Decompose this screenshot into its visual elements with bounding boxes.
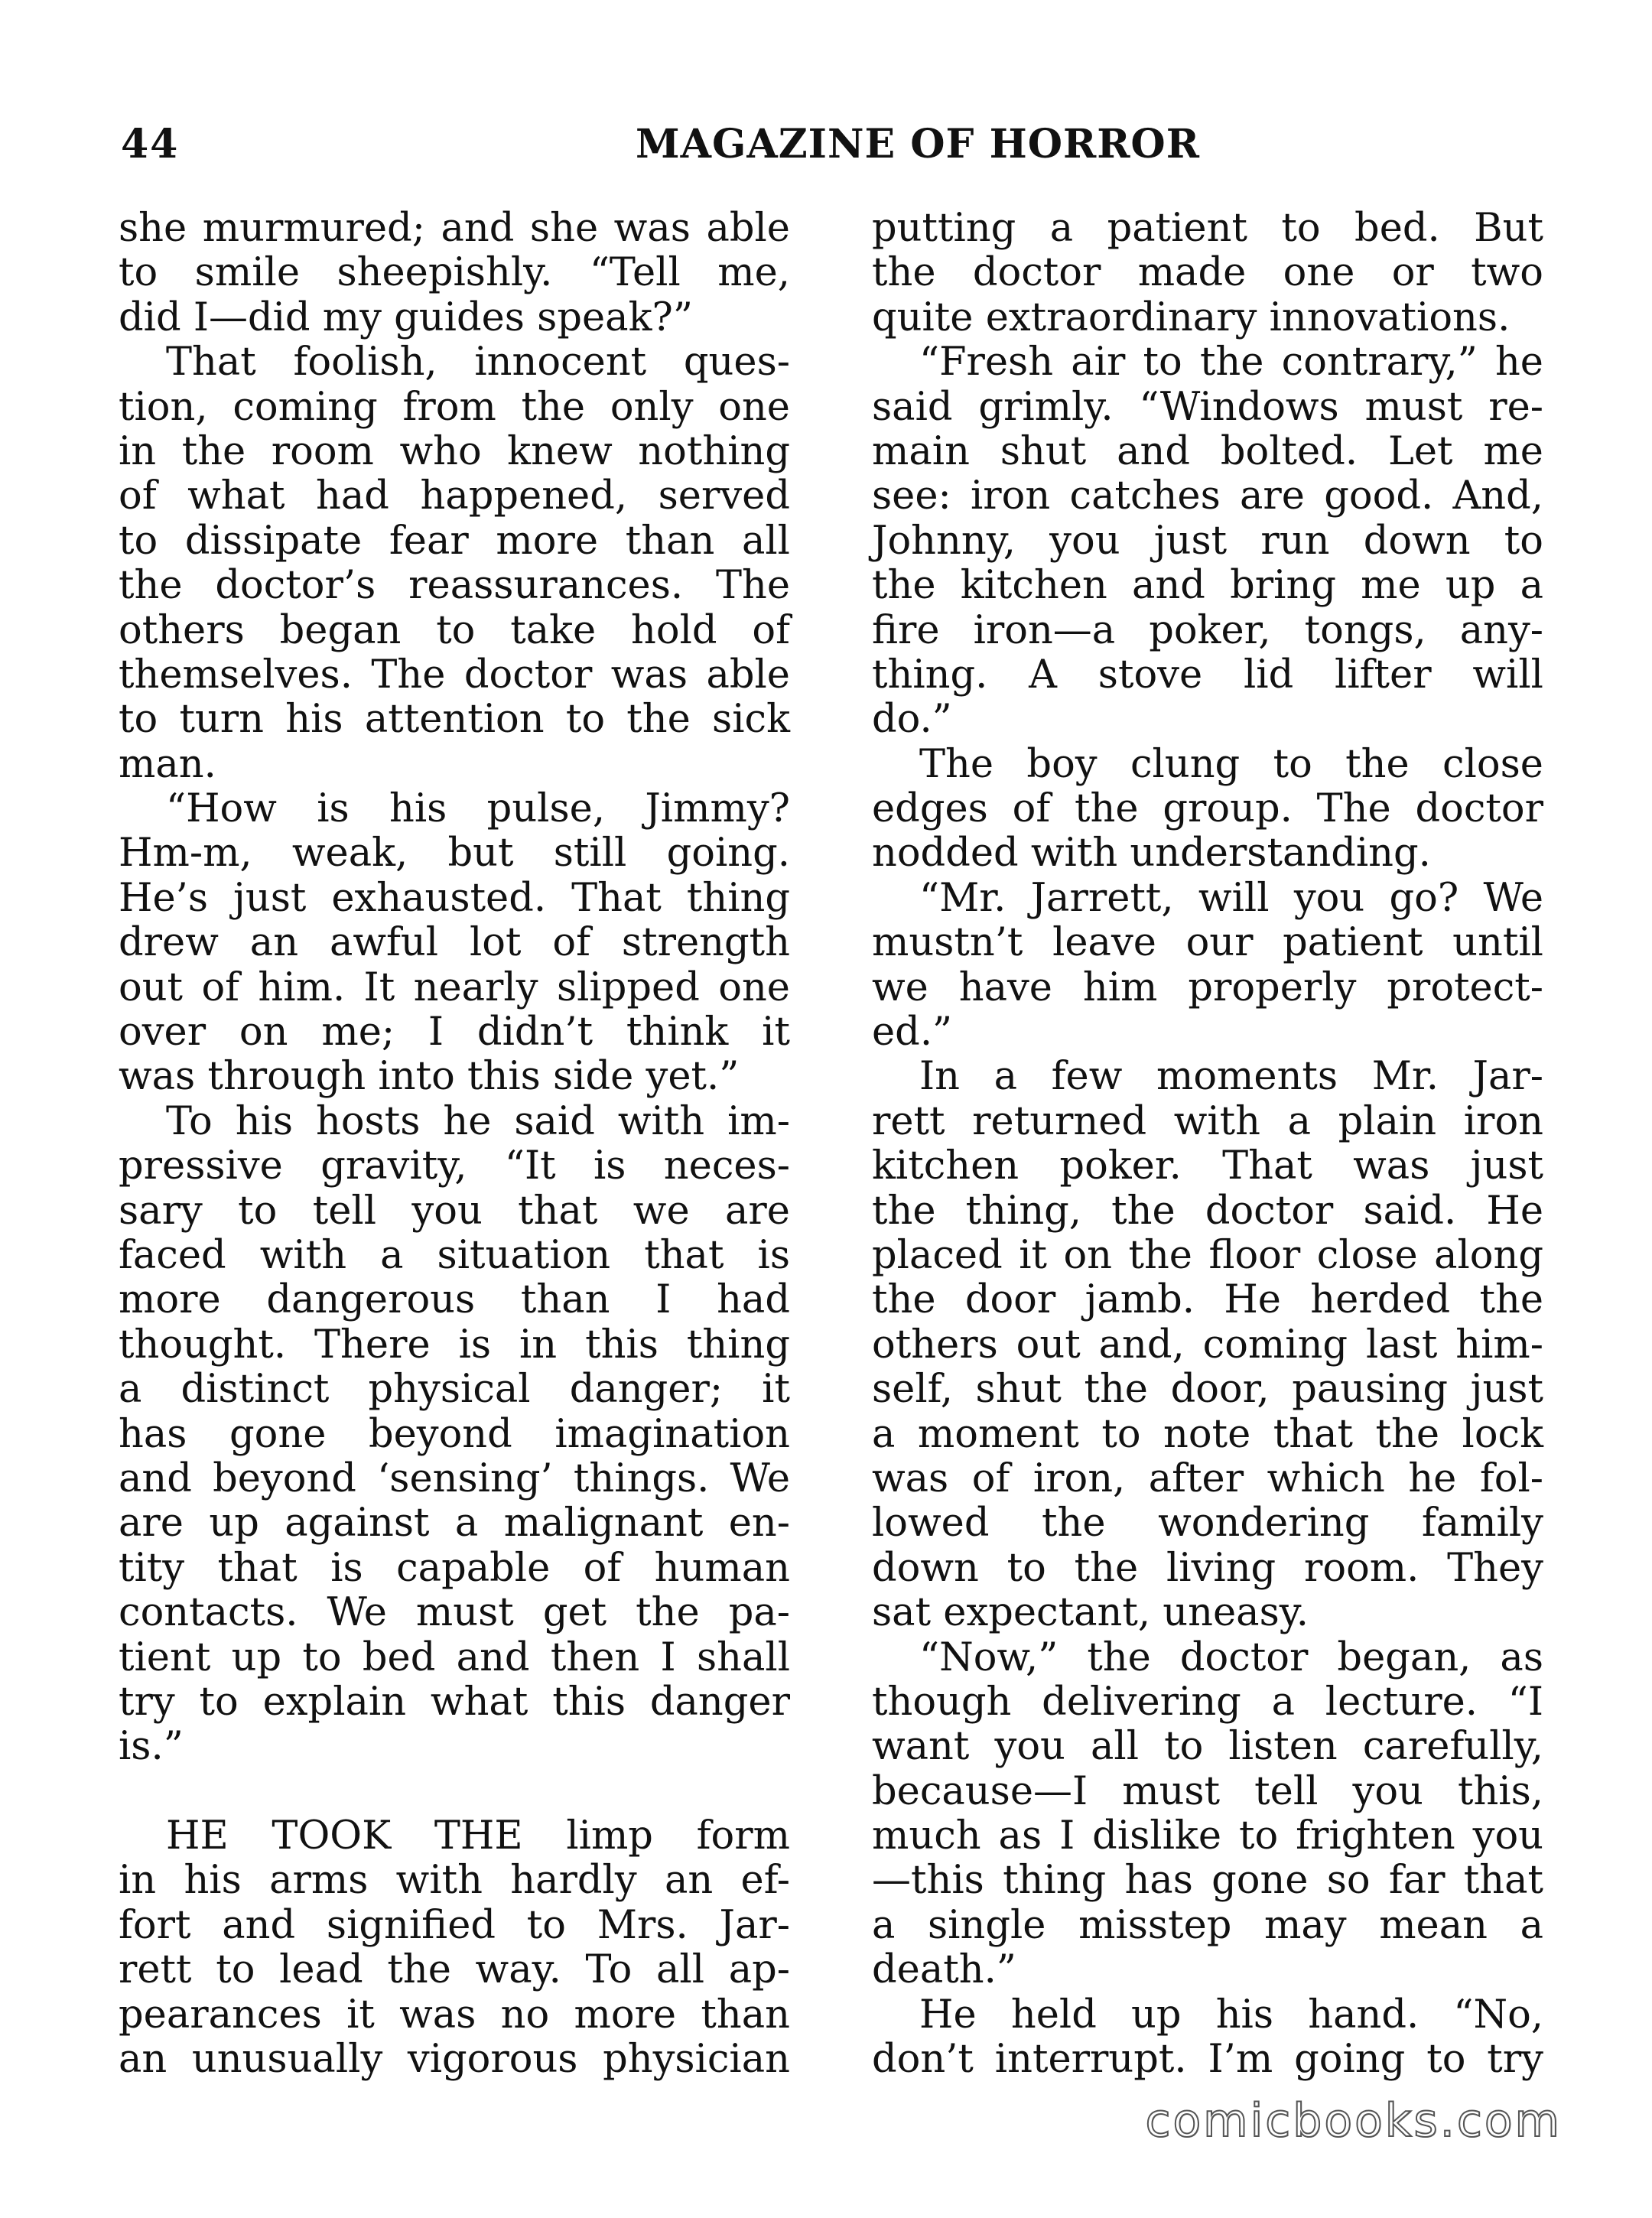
text-line: quite extraordinary innovations. bbox=[872, 294, 1511, 340]
text-line: to dissipate fear more than all bbox=[119, 518, 790, 564]
text-line: she murmured; and she was able bbox=[119, 206, 790, 251]
text-line: the doctor made one or two bbox=[872, 250, 1543, 296]
text-line: Hm-m, weak, but still going. bbox=[119, 831, 790, 876]
text-line: “How is his pulse, Jimmy? bbox=[166, 786, 790, 832]
paragraph-break bbox=[119, 1770, 790, 1814]
text-line: main shut and bolted. Let me bbox=[872, 428, 1543, 474]
text-line: mustn’t leave our patient until bbox=[872, 920, 1543, 966]
text-line: was of iron, after which he fol- bbox=[872, 1455, 1543, 1501]
text-column-left bbox=[119, 207, 790, 2082]
text-line: ed.” bbox=[872, 1010, 953, 1055]
text-line: don’t interrupt. I’m going to try bbox=[872, 2037, 1543, 2083]
text-line: of what had happened, served bbox=[119, 473, 790, 519]
text-line: others out and, coming last him- bbox=[872, 1322, 1543, 1368]
text-line: a moment to note that the lock bbox=[872, 1411, 1543, 1457]
text-line: sat expectant, uneasy. bbox=[872, 1590, 1309, 1636]
text-line: tion, coming from the only one bbox=[119, 384, 790, 430]
text-line: over on me; I didn’t think it bbox=[119, 1010, 790, 1055]
text-line: out of him. It nearly slipped one bbox=[119, 964, 790, 1010]
text-line: because—I must tell you this, bbox=[872, 1768, 1543, 1814]
text-line: faced with a situation that is bbox=[119, 1232, 790, 1278]
watermark: comicbooks.com bbox=[1145, 2094, 1562, 2148]
text-line: kitchen poker. That was just bbox=[872, 1143, 1543, 1189]
page-header bbox=[121, 121, 1539, 182]
text-line: drew an awful lot of strength bbox=[119, 920, 790, 966]
text-line: do.” bbox=[872, 697, 952, 743]
text-line: —this thing has gone so far that bbox=[872, 1858, 1543, 1904]
text-line: in his arms with hardly an ef- bbox=[119, 1858, 790, 1904]
text-line: sary to tell you that we are bbox=[119, 1188, 790, 1234]
text-line: thing. A stove lid lifter will bbox=[872, 652, 1543, 698]
text-line: others began to take hold of bbox=[119, 607, 790, 653]
text-line: did I—did my guides speak?” bbox=[119, 294, 693, 340]
text-line: lowed the wondering family bbox=[872, 1501, 1543, 1546]
text-line: and beyond ‘sensing’ things. We bbox=[119, 1455, 790, 1501]
text-line: down to the living room. They bbox=[872, 1545, 1543, 1591]
text-line: edges of the group. The doctor bbox=[872, 786, 1543, 832]
text-line: fire iron—a poker, tongs, any- bbox=[872, 607, 1543, 653]
text-line: a distinct physical danger; it bbox=[119, 1367, 790, 1413]
text-line: To his hosts he said with im- bbox=[166, 1098, 790, 1144]
text-line: He’s just exhausted. That thing bbox=[119, 875, 790, 921]
text-line: to smile sheepishly. “Tell me, bbox=[119, 250, 790, 296]
text-line: in the room who knew nothing bbox=[119, 428, 790, 474]
text-line: try to explain what this danger bbox=[119, 1679, 790, 1725]
text-line: That foolish, innocent ques- bbox=[166, 340, 790, 385]
text-line: see: iron catches are good. And, bbox=[872, 473, 1543, 519]
text-line: rett to lead the way. To all ap- bbox=[119, 1947, 790, 1993]
text-line: “Mr. Jarrett, will you go? We bbox=[919, 875, 1543, 921]
text-line: death.” bbox=[872, 1947, 1016, 1993]
text-line: He held up his hand. “No, bbox=[919, 1992, 1543, 2038]
text-line: a single misstep may mean a bbox=[872, 1902, 1543, 1948]
text-line: to turn his attention to the sick bbox=[119, 697, 790, 743]
text-line: we have him properly protect- bbox=[872, 964, 1543, 1010]
text-line: much as I dislike to frighten you bbox=[872, 1813, 1543, 1859]
text-line: themselves. The doctor was able bbox=[119, 652, 790, 698]
text-line: the doctor’s reassurances. The bbox=[119, 563, 790, 609]
text-line: man. bbox=[119, 741, 216, 787]
text-line: rett returned with a plain iron bbox=[872, 1098, 1543, 1144]
text-line: “Fresh air to the contrary,” he bbox=[919, 340, 1543, 385]
text-line: contacts. We must get the pa- bbox=[119, 1590, 790, 1636]
text-line: tity that is capable of human bbox=[119, 1545, 790, 1591]
text-line: an unusually vigorous physician bbox=[119, 2037, 790, 2083]
text-line: putting a patient to bed. But bbox=[872, 206, 1543, 251]
text-line: the kitchen and bring me up a bbox=[872, 563, 1543, 609]
text-line: has gone beyond imagination bbox=[119, 1411, 790, 1457]
text-line: placed it on the floor close along bbox=[872, 1232, 1543, 1278]
text-line: the thing, the doctor said. He bbox=[872, 1188, 1543, 1234]
text-line: self, shut the door, pausing just bbox=[872, 1367, 1543, 1413]
text-line: tient up to bed and then I shall bbox=[119, 1634, 790, 1680]
text-line: In a few moments Mr. Jar- bbox=[919, 1054, 1543, 1100]
text-line: though delivering a lecture. “I bbox=[872, 1679, 1543, 1725]
text-line: was through into this side yet.” bbox=[119, 1054, 740, 1100]
text-line: pearances it was no more than bbox=[119, 1992, 790, 2038]
text-line: nodded with understanding. bbox=[872, 831, 1431, 876]
running-head: MAGAZINE OF HORROR bbox=[636, 121, 1200, 167]
text-column-right bbox=[872, 207, 1543, 2082]
text-line: want you all to listen carefully, bbox=[872, 1724, 1543, 1770]
text-line: thought. There is in this thing bbox=[119, 1322, 790, 1368]
text-line: fort and signified to Mrs. Jar- bbox=[119, 1902, 790, 1948]
text-line: Johnny, you just run down to bbox=[872, 518, 1543, 564]
text-line: more dangerous than I had bbox=[119, 1277, 790, 1323]
text-line: the door jamb. He herded the bbox=[872, 1277, 1543, 1323]
text-line: are up against a malignant en- bbox=[119, 1501, 790, 1546]
text-line: said grimly. “Windows must re- bbox=[872, 384, 1543, 430]
text-line: HE TOOK THE limp form bbox=[166, 1813, 790, 1859]
text-line: The boy clung to the close bbox=[919, 741, 1543, 787]
text-line: “Now,” the doctor began, as bbox=[919, 1634, 1543, 1680]
text-line: is.” bbox=[119, 1724, 184, 1770]
text-line: pressive gravity, “It is neces- bbox=[119, 1143, 790, 1189]
page-number: 44 bbox=[121, 121, 180, 167]
